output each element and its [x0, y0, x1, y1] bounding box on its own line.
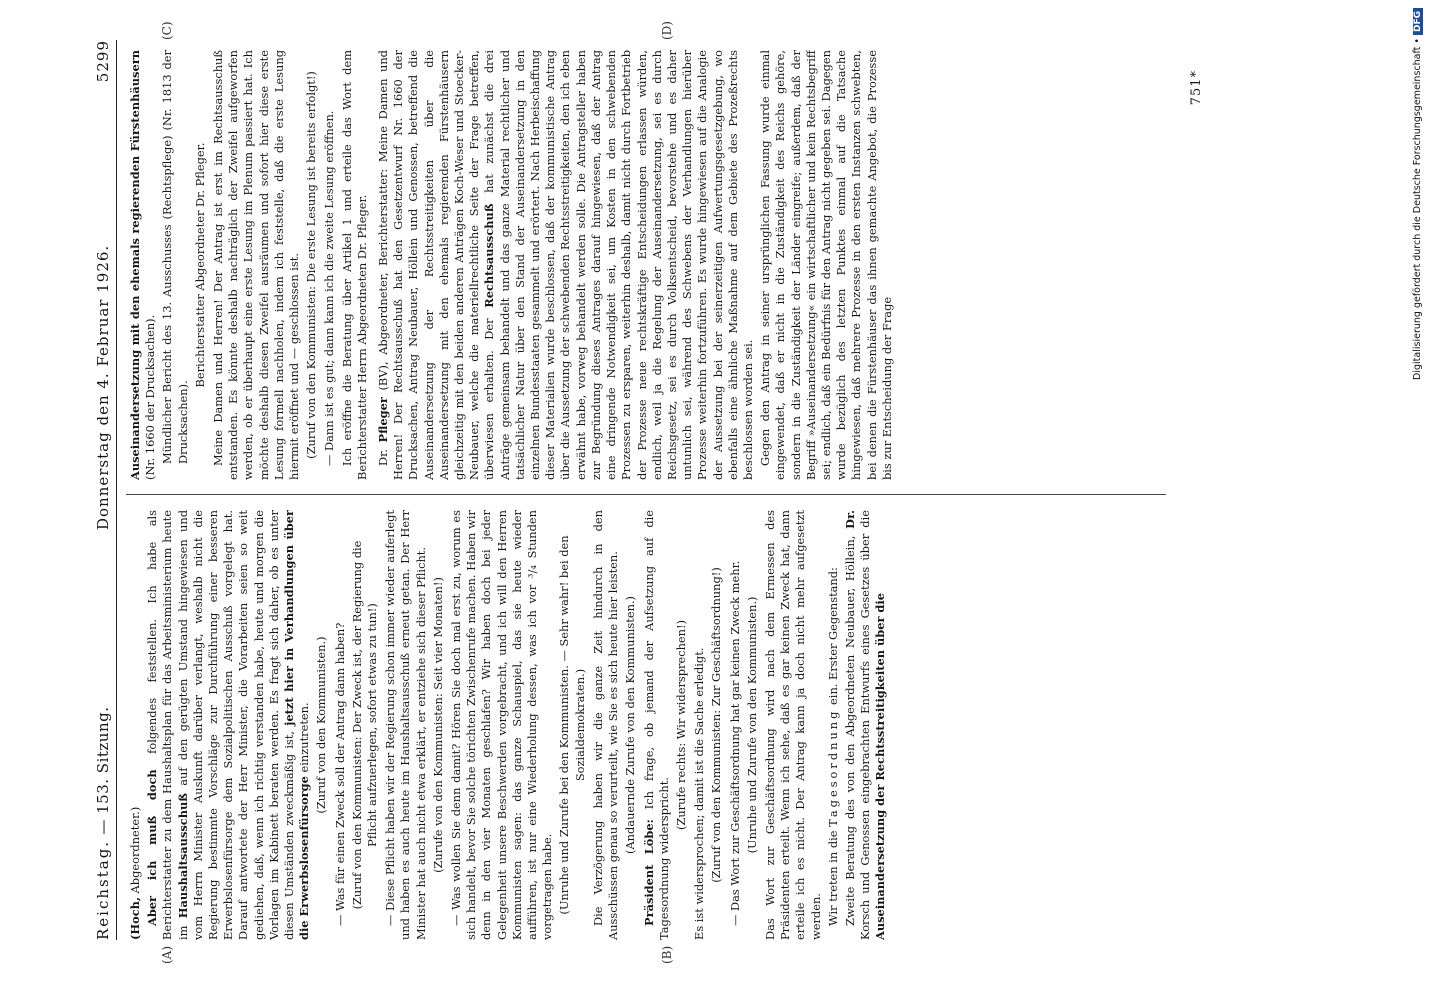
bold-text: Auseinandersetzung mit den ehemals regierenden Fürstenhäusern — [128, 50, 142, 480]
speaker-name: Pfleger — [376, 397, 391, 443]
bold-text: Auseinandersetzung der Rechtsstreitigkeiten über die — [873, 593, 888, 940]
text: ein. Erster Gegenstand: — [825, 567, 840, 709]
speaker-name: (Hoch, — [128, 897, 142, 940]
paragraph — [843, 510, 889, 940]
paragraph — [376, 50, 756, 480]
interjection: (Zuruf von den Kommunisten: Die erste Lesung ist bereits erfolgt!) — [304, 71, 319, 459]
text: einzutreten. — [297, 702, 312, 777]
scanned-page — [78, 21, 1418, 964]
left-column — [128, 510, 1148, 940]
paragraph: — Dann ist es gut; dann kann ich die zweite Lesung eröffnen. — [322, 110, 337, 466]
interjection: (Zuruf von den Kommunisten.) — [314, 636, 329, 814]
paragraph — [642, 510, 672, 940]
paragraph — [128, 510, 143, 940]
paragraph: Berichterstatter Abgeordneter Dr. Pfleger. — [192, 142, 207, 388]
paragraph: — Was für einen Zweck soll der Antrag dann haben? — [332, 622, 347, 926]
header-reichstag: Reichstag. — [94, 839, 112, 940]
column-divider — [126, 494, 1166, 495]
paragraph: Gegen den Antrag in seiner ursprünglichen Fassung wurde einmal eingewendet, daß er nicht in die Zuständigkeit des Reichs gehöre, sondern in die Zuständigkeit der Länder eingreife; außerdem, daß der Begriff »Auseinandersetzung« ein wirtschaftlicher und kein Rechtsbegriff sei; endlich, daß ein Bedürfnis für den Antrag nicht gegeben sei. Dagegen wurde bezüglich des letzten Punktes einmal auf die Tatsache hingewiesen, daß mehrere Prozesse in den ersten Instanzen schwebten, bei denen die Fürstenhäuser das ihnen gemachte Angebot, die Prozesse bis zur Entscheidung der Frage — [758, 50, 894, 480]
text: Zweite Beratung des von den Abgeordneten Neubauer, Höllein, — [842, 528, 857, 926]
paragraph — [128, 50, 158, 480]
speaker-role: Abgeordneter.) — [128, 806, 142, 898]
text: Korsch und Genossen eingebrachten Entwurfs eines Gesetzes über die — [858, 510, 873, 940]
header-date: Donnerstag den 4. Februar 1926. — [94, 244, 112, 530]
margin-mark-b: (B) — [660, 945, 674, 964]
margin-mark-d: (D) — [660, 21, 674, 40]
right-column — [128, 50, 1148, 480]
running-header — [90, 40, 117, 940]
bold-text: Haushaltsausschuß — [175, 793, 190, 919]
text: Wir treten in die — [825, 826, 840, 926]
paragraph: Das Wort zur Geschäftsordnung wird nach dem Ermessen des Präsidenten erteilt. Wenn ich sehe, daß es gar keinen Zweck hat, dann erteile ich es nicht. Der Antrag kann ja doch nicht mehr aufgesetzt werden. — [762, 510, 823, 940]
margin-mark-c: (C) — [160, 21, 174, 40]
text: Dr. — [376, 442, 391, 466]
header-left — [94, 707, 112, 941]
paragraph — [145, 510, 312, 940]
paragraph: — Das Wort zur Geschäftsordnung hat gar keinen Zweck mehr. — [727, 560, 742, 926]
paragraph: Meine Damen und Herren! Der Antrag ist erst im Rechtsausschuß entstanden. Es könnte deshalb nachträglich der Zweifel aufgeworfen werden, ob er überhaupt eine erste Lesung im Plenum passiert hat. Ich möchte deshalb diesen Zweifel ausräumen und sofort hier diese erste Lesung formell nachholen, indem ich feststelle, daß die erste Lesung hiermit eröffnet und — geschlossen ist. — [211, 50, 302, 480]
bold-text: jetzt hier in Verhandlungen über die Erwerbslosenfürsorge — [282, 510, 312, 940]
text: auf den gerügten Umstand hingewiesen und vom Herrn Minister Auskunft darüber verlangt, weshalb nicht die Regierung bestimmte Vorschläge zur Durchführung einer besseren Erwerbslosenfürsorge dem Sozialpolitischen Ausschuß vorgelegt hat. Darauf antwortete der Herr Minister, die Vorarbeiten seien so weit gediehen, daß, wenn ich richtig verstanden habe, heute und morgen die Vorlagen im Kabinett beraten werden. Es fragt sich daher, ob es unter diesen Umständen zweckmäßig ist, — [175, 510, 297, 940]
interjection: (Unruhe und Zurufe von den Kommunisten.) — [744, 596, 759, 854]
text: folgendes feststellen. Ich habe als Berichterstatter zu dem Haushaltsplan für das Arbeitsministerium heute im — [145, 510, 190, 940]
interjection: (Unruhe und Zurufe bei den Kommunisten. — Sehr wahr! bei den Sozialdemokraten.) — [557, 535, 587, 915]
paragraph: Ich eröffne die Beratung über Artikel 1 und erteile das Wort dem Berichterstatter Herrn Abgeordneten Dr. Pfleger. — [339, 50, 369, 480]
interjection: (Zurufe rechts: Wir widersprechen!) — [673, 619, 688, 831]
interjection: (Zurufe von den Kommunisten: Seit vier Monaten!) — [430, 577, 445, 873]
header-session: — 153. Sitzung. — [94, 706, 112, 835]
paragraph: Mündlicher Bericht des 13. Ausschusses (Rechtspflege) (Nr. 1813 der Drucksachen). — [160, 50, 190, 464]
text: (BV), Abgeordneter, Berichterstatter: Meine Damen und Herren! Der Rechtsausschuß hat den Gesetzentwurf Nr. 1660 der Drucksachen, Antrag Neubauer, Höllein und Genossen, betreffend die Auseinandersetzung der Rechtsstreitigkeiten über die Auseinandersetzung mit den ehemals regierenden Fürstenhäusern gleichzeitig mit den beiden anderen Anträgen Koch-Weser und Stoecker-Neubauer, welche die materiellrechtliche Seite der Frage betreffen, überwiesen erhalten. Der — [376, 50, 497, 480]
spaced-text: Tagesordnung — [825, 708, 840, 827]
signature-mark: 751* — [1189, 70, 1204, 106]
paragraph: — Was wollen Sie denn damit? Hören Sie doch mal erst zu, worum es sich handelt, bevor Sie solche törichten Zwischenrufe machen. Haben wir denn in den vier Monaten geschlafen? Wir haben doch bei jeder Gelegenheit unsere Beschwerden vorgebracht, und ich will den Herren Kommunisten sagen: das ganze Schauspiel, das sie heute wieder aufführen, ist nur eine Wiederholung dessen, was ich vor ³/₄ Stunden vorgetragen habe. — [449, 510, 555, 940]
paragraph: — Diese Pflicht haben wir der Regierung schon immer wieder auferlegt und haben es auch heute im Haushaltsausschuß erneut getan. Der Herr Minister hat auch nicht etwa erklärt, er entziehe sich dieser Pflicht. — [383, 510, 428, 940]
dfg-logo: DFG — [1413, 8, 1423, 35]
margin-mark-a: (A) — [160, 945, 174, 964]
bold-text: Rechtsausschuß — [482, 203, 497, 308]
paragraph — [826, 510, 841, 940]
bold-text: Dr. — [842, 510, 857, 529]
interjection: (Zuruf von den Kommunisten: Zur Geschäftsordnung!) — [709, 567, 724, 883]
bold-text: Aber ich muß doch — [145, 769, 160, 926]
paragraph: Die Verzögerung haben wir die ganze Zeit hindurch in den Ausschüssen genau so verurteilt, wie Sie es sich heute hier leisten. — [590, 510, 621, 940]
speaker-name: Präsident Löbe: — [641, 819, 656, 926]
page-number: 5299 — [94, 40, 112, 83]
side-credit — [1412, 8, 1432, 998]
side-credit-text — [1412, 8, 1432, 988]
text: hat zunächst die drei Anträge gemeinsam behandelt und das ganze Material rechtlicher und tatsächlicher Natur über den Stand der Auseinandersetzung in den einzelnen Bundesstaaten gesammelt und erörtert. Nach Herbeischaffung dieser Materialien wurde beschlossen, daß der kommunistische Antrag über die Aussetzung der schwebenden Rechtsstreitigkeiten, den ich eben erwähnt habe, vorweg behandelt werden solle. Die Antragsteller haben zur Begründung dieses Antrages darauf hingewiesen, daß der Antrag eine dringende Notwendigkeit sei, um Kosten in den schwebenden Prozessen zu ersparen, weiterhin deshalb, damit nicht durch Fortbetrieb der Prozesse neue rechtskräftige Entscheidungen erlassen würden, endlich, weil ja die Regelung der Auseinandersetzung, sei es durch Reichsgesetz, sei es durch Volksentscheid, bevorstehe und es daher untunlich sei, während des Schwebens der Verhandlungen hierüber Prozesse weiterhin fortzuführen. Es wurde hingewiesen auf die Analogie der Aussetzung bei der seinerzeitigen Aufwertungsgesetzgebung, wo ebenfalls eine ähnliche Maßnahme auf dem Gebiete des Prozeßrechts beschlossen worden sei. — [482, 50, 755, 480]
paragraph: Es ist widersprochen; damit ist die Sache erledigt. — [692, 647, 707, 940]
interjection: (Zuruf von den Kommunisten: Der Zweck ist, der Regierung die Pflicht aufzuerlegen, sofort etwas zu tun!) — [349, 540, 380, 910]
credit-text: Digitalisierung gefördert durch die Deutsche Forschungsgemeinschaft • — [1412, 38, 1423, 380]
text: Ich frage, ob jemand der Aufsetzung auf die Tagesordnung widerspricht. — [641, 510, 671, 940]
page-content — [88, 21, 1208, 964]
text: (Nr. 1660 der Drucksachen). — [143, 314, 158, 480]
interjection: (Andauernde Zurufe von den Kommunisten.) — [623, 596, 638, 854]
